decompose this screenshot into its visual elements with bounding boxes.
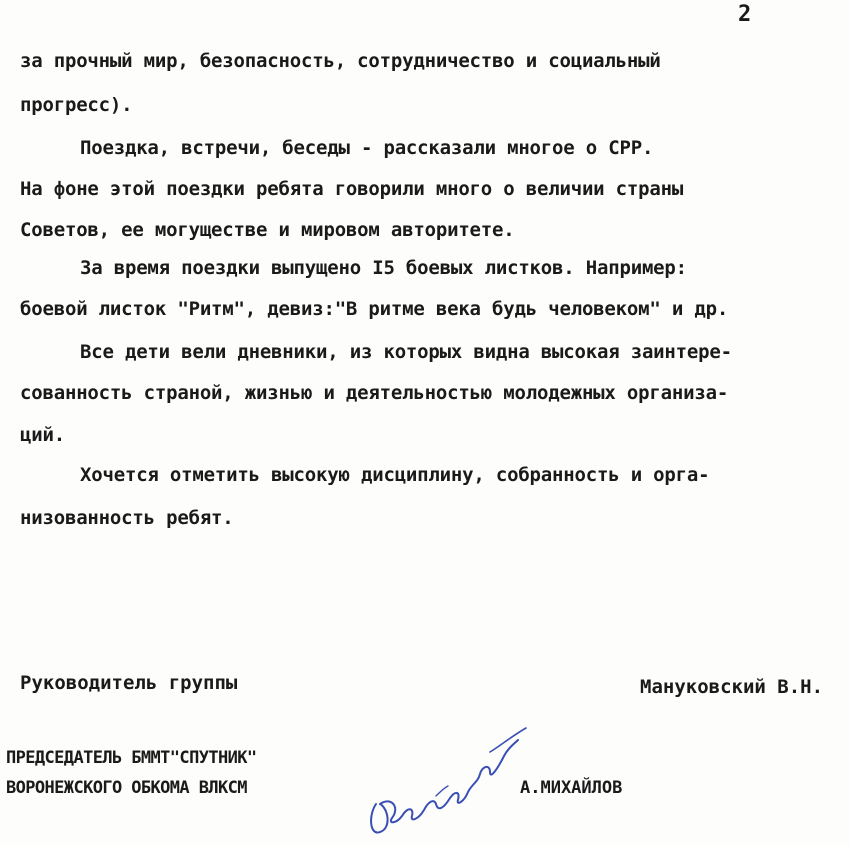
group-leader-title: Руководитель группы [20,672,238,694]
text-line: Советов, ее могуществе и мировом авторитете. [20,219,515,241]
text-line: Все дети вели дневники, из которых видна высокая заинтере- [80,341,732,363]
text-line: Хочется отметить высокую дисциплину, собранность и орга- [80,464,710,486]
chairman-name: А.МИХАЙЛОВ [520,778,623,798]
text-line: боевой листок "Ритм", девиз:"В ритме века будь человеком" и др. [20,298,729,320]
text-line: прогресс). [20,94,133,116]
text-line: сованность страной, жизнью и деятельностью молодежных организа- [20,382,729,404]
text-line: На фоне этой поездки ребята говорили много о величии страны [20,178,684,200]
chairman-title-line-1: ПРЕДСЕДАТЕЛЬ БММТ"СПУТНИК" [6,748,257,768]
text-line: За время поездки выпущено I5 боевых листков. Например: [80,257,687,279]
handwritten-signature [340,712,540,842]
group-leader-name: Мануковский В.Н. [640,676,824,698]
chairman-title-line-2: ВОРОНЕЖСКОГО ОБКОМА ВЛКСМ [6,778,247,798]
text-line: низованность ребят. [20,507,234,529]
text-line: за прочный мир, безопасность, сотрудничество и социальный [20,50,661,72]
page-number: 2 [738,2,752,27]
text-line: Поездка, встречи, беседы - рассказали многое о СРР. [80,137,654,159]
text-line: ций. [20,424,65,446]
